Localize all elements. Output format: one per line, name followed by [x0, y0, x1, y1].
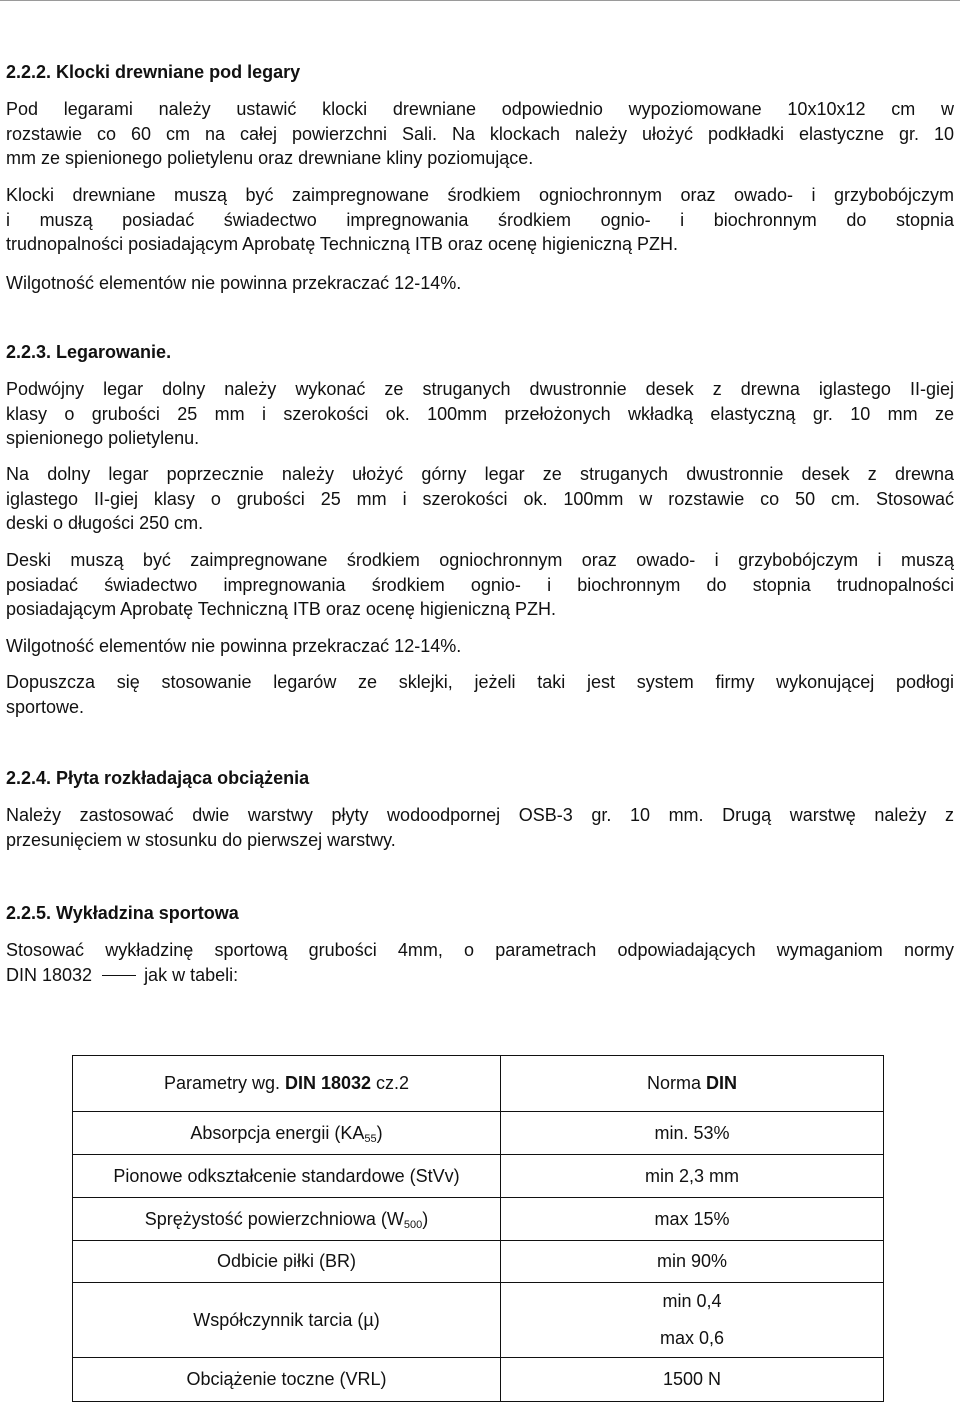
top-rule: [0, 0, 960, 1]
paragraph-legar-4: [6, 634, 954, 659]
header-norm: [501, 1056, 884, 1112]
header-norm-prefix: Norma: [646, 1073, 706, 1093]
paragraph-legar-3: [6, 548, 954, 622]
text-line: Stosować wykładzinę sportową grubości 4mm, o parametrach odpowiadających wymaganiom normy: [6, 940, 954, 960]
text-line: deski o długości 250 cm.: [6, 513, 204, 533]
param-cell: Pionowe odkształcenie standardowe (StVv): [73, 1155, 501, 1198]
param-text: Absorpcja energii (KA: [190, 1122, 365, 1143]
paragraph-legar-5: [6, 670, 954, 719]
param-text-end: ): [376, 1122, 383, 1143]
text-line: [6, 963, 954, 988]
text-line: Wilgotność elementów nie powinna przekraczać 12-14%.: [6, 636, 462, 656]
paragraph-klocki-3: [6, 271, 954, 296]
param-cell: [73, 1112, 501, 1155]
text-line: Wilgotność elementów nie powinna przekraczać 12-14%.: [6, 273, 462, 293]
norm-cell: max 15%: [501, 1198, 884, 1241]
text-line: posiadać świadectwo impregnowania środkiem ognio- i biochronnym do stopnia trudnopalności: [6, 574, 954, 595]
text-line: przesunięciem w stosunku do pierwszej warstwy.: [6, 829, 396, 850]
paragraph-plyta-1: [6, 803, 954, 852]
param-cell: Obciążenie toczne (VRL): [73, 1358, 501, 1402]
paragraph-klocki-2: [6, 183, 954, 257]
param-subscript: 500: [403, 1218, 423, 1231]
norm-cell: [501, 1283, 884, 1358]
heading-2-2-2: 2.2.2. Klocki drewniane pod legary: [6, 62, 301, 82]
dash: [102, 975, 136, 976]
text-line: Deski muszą być zaimpregnowane środkiem ogniochronnym oraz owado- i grzybobójczym i muszą: [6, 550, 954, 570]
table-row: [73, 1241, 884, 1283]
paragraph-klocki-1: [6, 97, 954, 171]
param-cell: Odbicie piłki (BR): [73, 1241, 501, 1283]
text-line: Pod legarami należy ustawić klocki drewniane odpowiednio wypoziomowane 10x10x12 cm w: [6, 99, 954, 119]
text-line: rozstawie co 60 cm na całej powierzchni Sali. Na klockach należy ułożyć podkładki elastyczne gr. 10: [6, 123, 954, 144]
header-parameters-suffix: cz.2: [371, 1073, 410, 1093]
header-parameters-din: DIN 18032: [284, 1073, 372, 1093]
param-subscript: 55: [364, 1132, 377, 1145]
table-row: [73, 1112, 884, 1155]
table-ref-text: jak w tabeli:: [144, 964, 239, 985]
text-line: Na dolny legar poprzecznie należy ułożyć górny legar ze struganych dwustronnie desek z drewna: [6, 464, 954, 484]
header-parameters-prefix: Parametry wg.: [163, 1073, 285, 1093]
param-cell: [73, 1198, 501, 1241]
heading-2-2-5: 2.2.5. Wykładzina sportowa: [6, 903, 239, 923]
table-header-row: [73, 1056, 884, 1112]
text-line: Dopuszcza się stosowanie legarów ze sklejki, jeżeli taki jest system firmy wykonującej podłogi: [6, 672, 954, 692]
paragraph-legar-2: [6, 462, 954, 536]
text-line: Klocki drewniane muszą być zaimpregnowane środkiem ogniochronnym oraz owado- i grzybobójczym: [6, 185, 954, 205]
din-parameters-table: [72, 1055, 884, 1402]
text-line: klasy o grubości 25 mm i szerokości ok. 100mm przełożonych wkładką elastyczną gr. 10 mm ze: [6, 403, 954, 424]
param-text-end: ): [422, 1208, 429, 1229]
text-line: spienionego polietylenu.: [6, 428, 200, 448]
text-line: posiadającym Aprobatę Techniczną ITB oraz ocenę higieniczną PZH.: [6, 599, 556, 619]
table-row: [73, 1358, 884, 1402]
paragraph-legar-1: [6, 377, 954, 451]
text-line: i muszą posiadać świadectwo impregnowania środkiem ognio- i biochronnym do stopnia: [6, 209, 954, 230]
text-line: trudnopalności posiadającym Aprobatę Techniczną ITB oraz ocenę higieniczną PZH.: [6, 234, 679, 254]
norm-line: max 0,6: [659, 1328, 725, 1348]
text-line: Podwójny legar dolny należy wykonać ze struganych dwustronnie desek z drewna iglastego II-giej: [6, 379, 954, 399]
norm-cell: min 90%: [501, 1241, 884, 1283]
norm-cell: 1500 N: [501, 1358, 884, 1402]
text-line: sportowe.: [6, 696, 85, 717]
text-line: Należy zastosować dwie warstwy płyty wodoodpornej OSB-3 gr. 10 mm. Drugą warstwę należy z: [6, 805, 954, 825]
table-row: [73, 1155, 884, 1198]
norm-line: min 0,4: [662, 1291, 722, 1311]
norm-cell: min 2,3 mm: [501, 1155, 884, 1198]
norm-cell: min. 53%: [501, 1112, 884, 1155]
table-row: [73, 1283, 884, 1358]
paragraph-wykladzina-1: [6, 938, 954, 987]
header-parameters: [73, 1056, 501, 1112]
param-cell: Współczynnik tarcia (µ): [73, 1283, 501, 1358]
param-text: Sprężystość powierzchniowa (W: [144, 1208, 404, 1229]
header-norm-din: DIN: [706, 1073, 737, 1093]
heading-2-2-3: 2.2.3. Legarowanie.: [6, 342, 172, 362]
din-norm-text: DIN 18032: [6, 964, 93, 985]
heading-2-2-4: 2.2.4. Płyta rozkładająca obciążenia: [6, 768, 310, 788]
text-line: iglastego II-giej klasy o grubości 25 mm i szerokości ok. 100mm w rozstawie co 50 cm. Stosować: [6, 488, 954, 509]
table-row: [73, 1198, 884, 1241]
text-line: mm ze spienionego polietylenu oraz drewniane kliny poziomujące.: [6, 148, 534, 168]
